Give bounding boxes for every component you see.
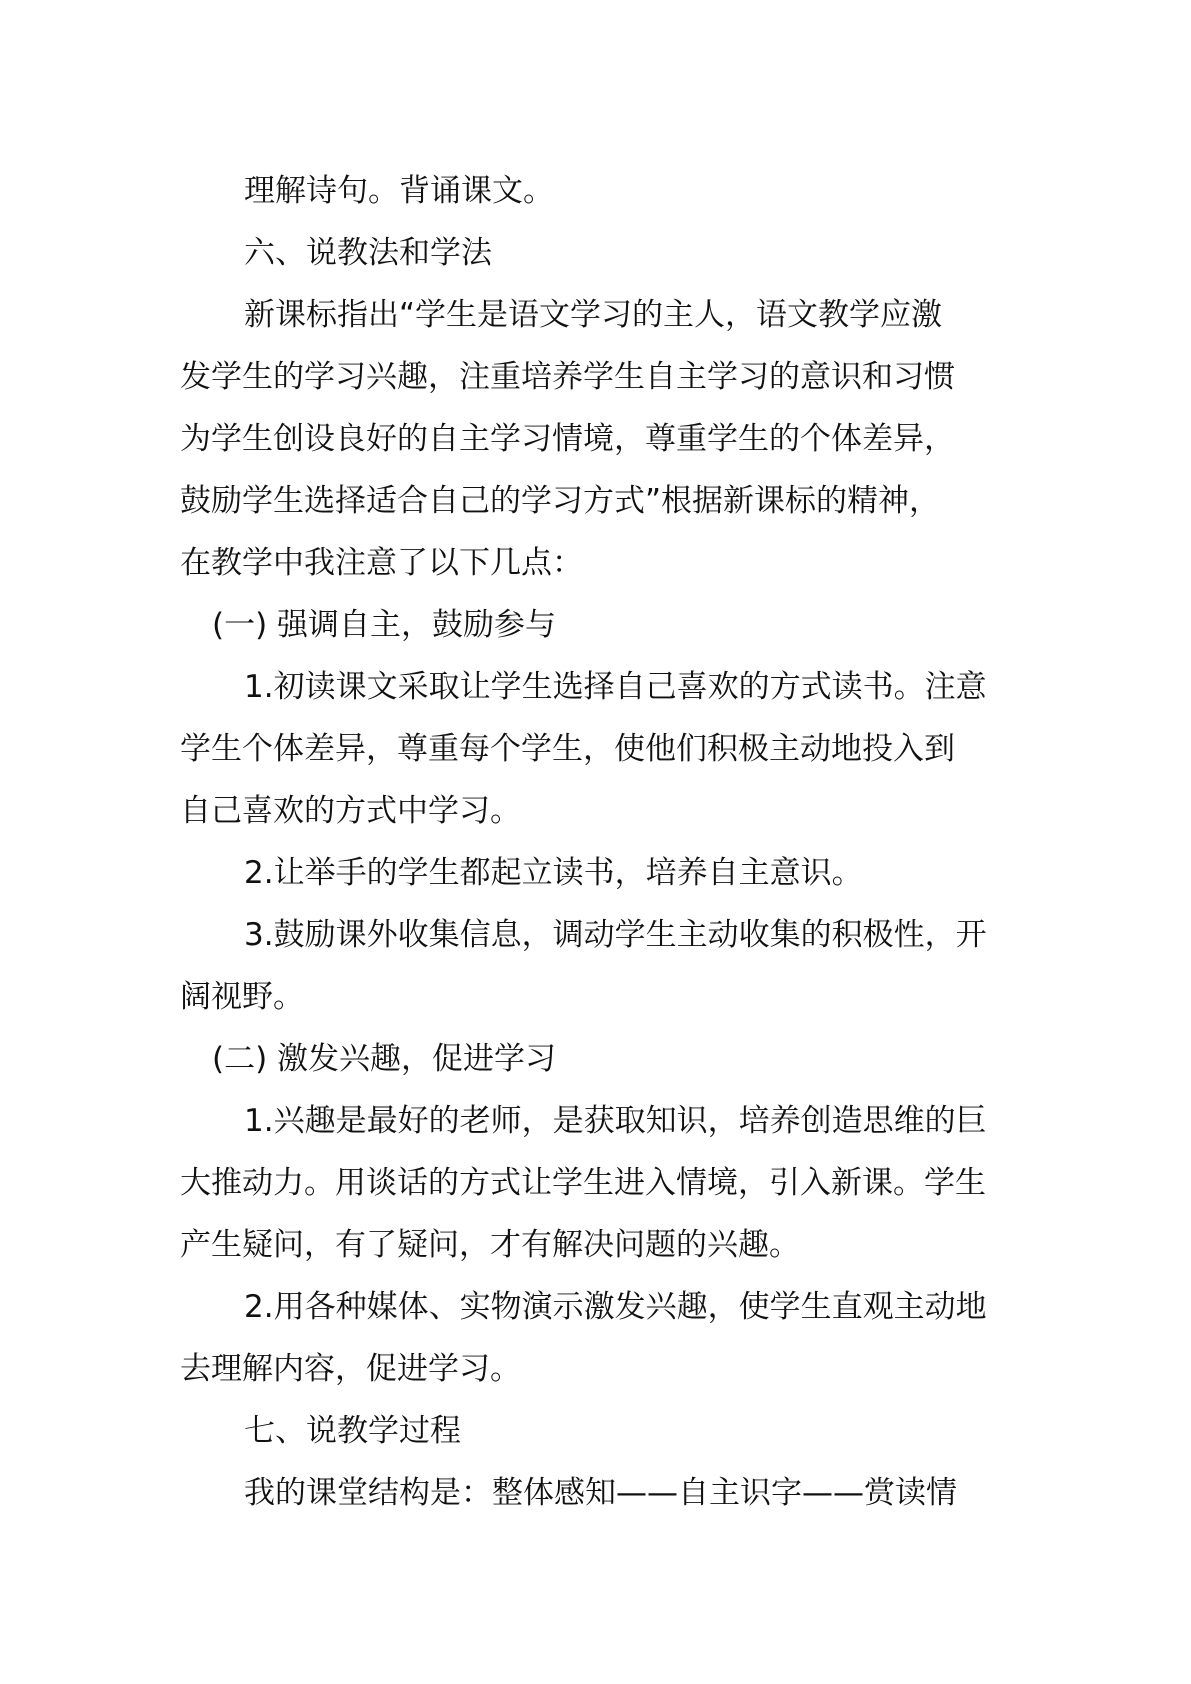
text-line: 2.用各种媒体、实物演示激发兴趣，使学生直观主动地 (244, 1289, 987, 1325)
text-line: 在教学中我注意了以下几点： (180, 545, 583, 581)
document-body (180, 160, 1020, 1524)
text-line: 新课标指出“学生是语文学习的主人，语文教学应激 (244, 297, 943, 333)
text-line: 产生疑问，有了疑问，才有解决问题的兴趣。 (180, 1227, 800, 1263)
text-line: 为学生创设良好的自主学习情境，尊重学生的个体差异， (180, 421, 955, 457)
text-line: 大推动力。用谈话的方式让学生进入情境，引入新课。学生 (180, 1165, 986, 1201)
text-line: 阔视野。 (180, 979, 304, 1015)
text-line: 自己喜欢的方式中学习。 (180, 793, 521, 829)
text-line: 理解诗句。背诵课文。 (244, 173, 554, 209)
text-line: 2.让举手的学生都起立读书，培养自主意识。 (244, 855, 863, 891)
text-line: 1.兴趣是最好的老师，是获取知识，培养创造思维的巨 (244, 1103, 987, 1139)
text-line: 发学生的学习兴趣，注重培养学生自主学习的意识和习惯 (180, 359, 955, 395)
text-line: 我的课堂结构是：整体感知——自主识字——赏读情 (244, 1475, 957, 1511)
text-line: 3.鼓励课外收集信息，调动学生主动收集的积极性，开 (244, 917, 987, 953)
section-heading: 七、说教学过程 (244, 1413, 461, 1449)
text-line: 去理解内容，促进学习。 (180, 1351, 521, 1387)
section-heading: 六、说教法和学法 (244, 235, 492, 271)
text-line: 学生个体差异，尊重每个学生，使他们积极主动地投入到 (180, 731, 955, 767)
text-line: 1.初读课文采取让学生选择自己喜欢的方式读书。注意 (244, 669, 987, 705)
subsection-heading: (一) 强调自主，鼓励参与 (212, 607, 557, 643)
text-line: 鼓励学生选择适合自己的学习方式”根据新课标的精神， (180, 483, 941, 519)
subsection-heading: (二) 激发兴趣，促进学习 (212, 1041, 557, 1077)
